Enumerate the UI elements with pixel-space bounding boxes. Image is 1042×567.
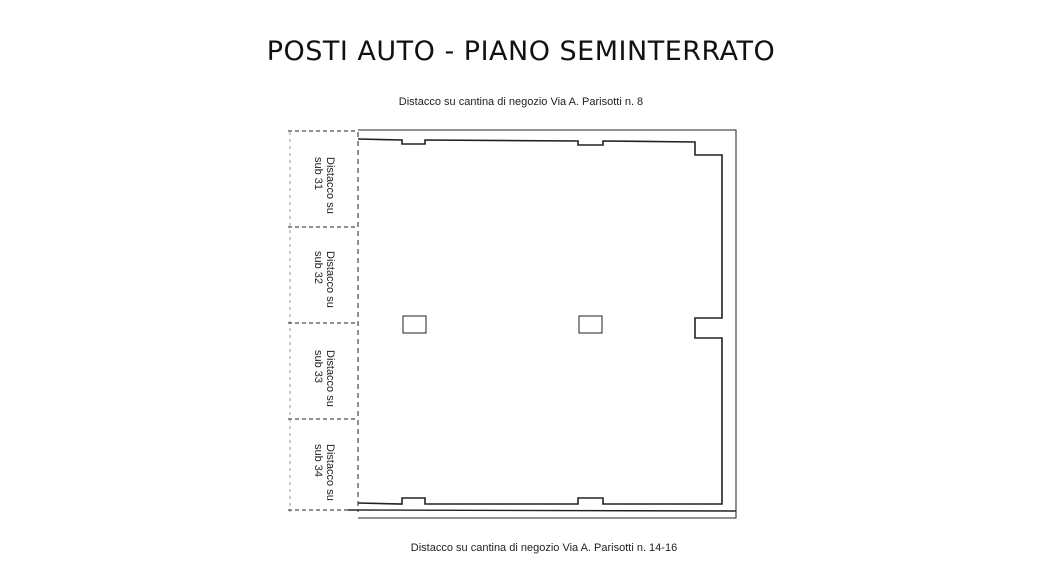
- side-label-sub-31: [312, 157, 336, 214]
- page-title: POSTI AUTO - PIANO SEMINTERRATO: [266, 36, 776, 67]
- pillar-right: [579, 316, 602, 333]
- side-label-sub-34: [312, 444, 336, 501]
- svg-text:Distacco su: Distacco su: [324, 251, 336, 308]
- svg-text:sub 33: sub 33: [312, 350, 324, 384]
- svg-text:Distacco su: Distacco su: [324, 157, 336, 214]
- svg-text:sub 31: sub 31: [312, 157, 324, 191]
- inner-wall: [358, 139, 722, 504]
- svg-text:sub 32: sub 32: [312, 251, 324, 285]
- svg-text:Distacco su: Distacco su: [324, 444, 336, 501]
- svg-text:Distacco su: Distacco su: [324, 350, 336, 407]
- side-label-sub-33: [312, 350, 336, 407]
- svg-text:sub 34: sub 34: [312, 444, 324, 478]
- top-boundary-caption: Distacco su cantina di negozio Via A. Parisotti n. 8: [398, 96, 644, 108]
- side-label-sub-32: [312, 251, 336, 308]
- outer-wall: [358, 130, 736, 518]
- bottom-boundary-caption: Distacco su cantina di negozio Via A. Parisotti n. 14-16: [410, 542, 678, 554]
- pillar-left: [403, 316, 426, 333]
